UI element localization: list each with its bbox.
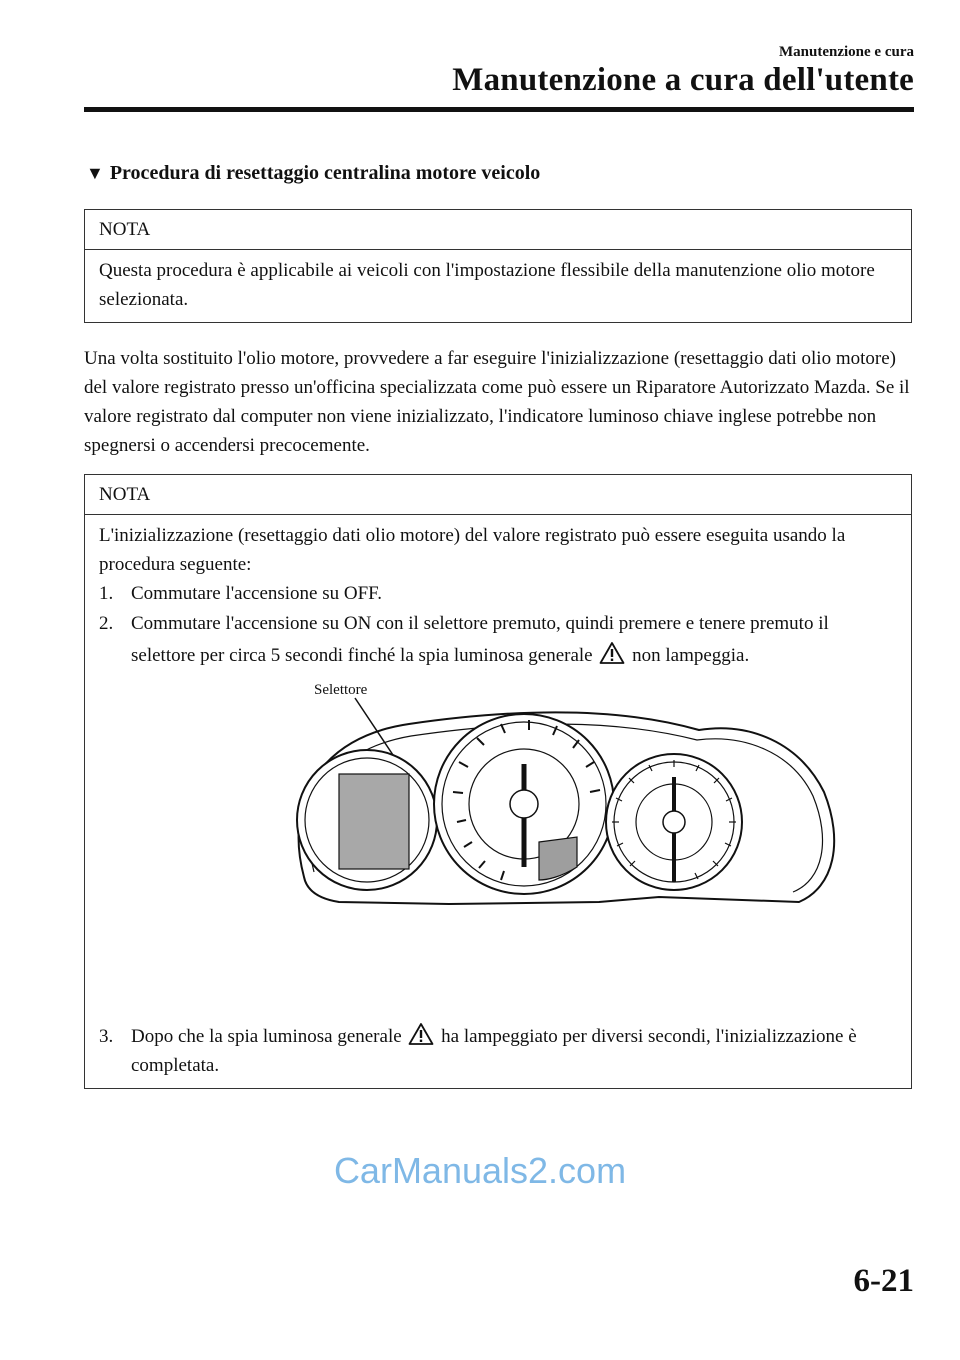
step-3 <box>99 1022 897 1080</box>
body-paragraph: Una volta sostituito l'olio motore, provvedere a far eseguire l'inizializzazione (resettaggio dati olio motore) del valore registrato presso un'officina specializzata come può essere un Riparatore Autorizzato Mazda. Se il valore registrato dal computer non viene inizializzato, l'indicatore luminoso chiave inglese potrebbe non spegnersi o accendersi precocemente. <box>84 348 910 456</box>
step-number: 3. <box>99 1026 114 1047</box>
header-section-title: Manutenzione a cura dell'utente <box>452 62 914 98</box>
note-text: Questa procedura è applicabile ai veicoli con l'impostazione flessibile della manutenzione olio motore selezionata. <box>99 260 875 310</box>
warning-triangle-icon <box>599 641 625 665</box>
step-text <box>131 608 897 672</box>
subsection-heading <box>86 162 540 185</box>
triangle-down-icon: ▼ <box>86 163 104 183</box>
note-label: NOTA <box>85 475 911 515</box>
note-body <box>85 515 911 1088</box>
figure-label-selettore: Selettore <box>314 682 368 698</box>
instrument-cluster-illustration <box>99 672 925 1022</box>
subsection-title: Procedura di resettaggio centralina motore veicolo <box>109 162 541 184</box>
warning-triangle-icon <box>408 1022 434 1046</box>
step-text-before: Commutare l'accensione su ON con il selettore premuto, quindi premere e tenere premuto il selettore per circa 5 secondi finché la spia luminosa generale <box>131 613 829 666</box>
note-box-2 <box>84 474 912 1089</box>
header-chapter: Manutenzione e cura <box>779 44 914 60</box>
header-rule <box>84 107 914 112</box>
step-text-after: non lampeggia. <box>632 645 750 666</box>
step-text-after: ha lampeggiato per diversi secondi, l'inizializzazione è completata. <box>131 1026 857 1076</box>
step-number: 1. <box>99 583 114 604</box>
step-2 <box>99 608 897 672</box>
left-gauge-display <box>339 774 409 869</box>
page-number: 6-21 <box>853 1263 914 1299</box>
note-box-1 <box>84 209 912 323</box>
step-text <box>131 1022 897 1080</box>
instrument-cluster-figure <box>99 672 897 1022</box>
step-text: Commutare l'accensione su OFF. <box>131 583 382 604</box>
step-number: 2. <box>99 613 114 634</box>
step-text-before: Dopo che la spia luminosa generale <box>131 1026 402 1047</box>
watermark-logo[interactable]: CarManuals2.com <box>333 1150 627 1191</box>
step-1 <box>99 579 897 608</box>
note-intro: L'inizializzazione (resettaggio dati olio motore) del valore registrato può essere eseguita usando la procedura seguente: <box>99 525 846 575</box>
note-label: NOTA <box>85 210 911 250</box>
